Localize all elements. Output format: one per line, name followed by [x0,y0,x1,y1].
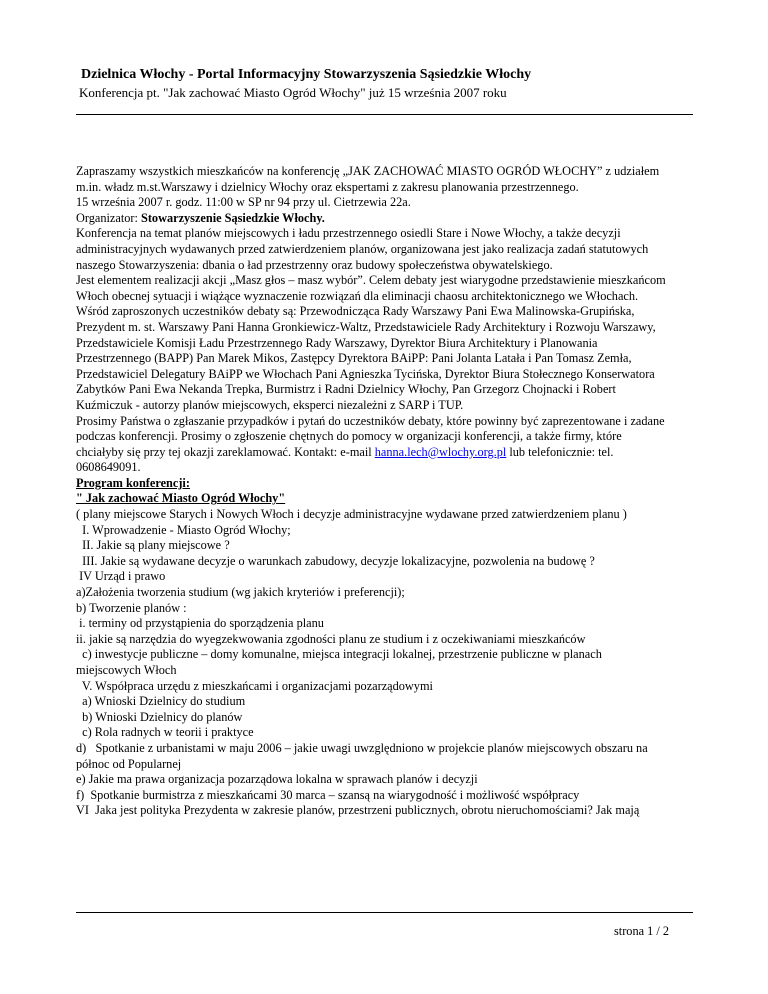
description-line: podczas konferencji. Prosimy o zgłoszenie chętnych do pomocy w organizacji konferencji, a także firmy, które [76,429,622,444]
description-line: Prosimy Państwa o zgłaszanie przypadków i pytań do uczestników debaty, które powinny być zaprezentowane i zadane [76,413,665,428]
page-indicator: strona 1 / 2 [614,924,669,938]
intro-line: m.in. władz m.st.Warszawy i dzielnicy Włochy oraz ekspertami z zakresu planowania przestrzennego. [76,179,579,194]
program-heading: Program konferencji: [76,475,190,490]
description-line: Kuźmiczuk - autorzy planów miejscowych, eksperci niezależni z SARP i TUP. [76,397,464,412]
program-item: b) Wnioski Dzielnicy do planów [76,709,243,724]
description-line: Przedstawiciele Komisji Ładu Przestrzennego Rady Warszawy, Dyrektor Biura Architektury i Planowania [76,335,598,350]
program-item: f) Spotkanie burmistrza z mieszkańcami 30 marca – szansą na wiarygodność i możliwość współpracy [76,787,580,802]
program-item: II. Jakie są plany miejscowe ? [76,538,230,553]
description-paragraph [76,226,706,476]
program-item: VI Jaka jest polityka Prezydenta w zakresie planów, przestrzeni publicznych, obrotu nieruchomościami? Jak mają [76,803,640,818]
intro-paragraph [76,164,706,211]
contact-prefix: chciałyby się przy tej okazji zareklamować. Kontakt: e-mail [76,444,375,459]
description-line: administracyjnych wydawanych przed zatwierdzeniem planów, organizowana jest jako realizacja zadań statutowych [76,241,649,256]
header-divider [76,114,693,115]
program-item: b) Tworzenie planów : [76,600,187,615]
article-body [76,164,706,819]
program-item: c) inwestycje publiczne – domy komunalne, miejsca integracji lokalnej, przestrzenie publiczne w planach [76,647,602,662]
program-list [76,523,706,819]
program-item: północ od Popularnej [76,756,182,771]
program-header [76,476,706,523]
program-item: IV Urząd i prawo [76,569,166,584]
intro-line: 15 września 2007 r. godz. 11:00 w SP nr 94 przy ul. Cietrzewia 22a. [76,195,411,210]
description-line: Zabytków Pani Ewa Nekanda Trepka, Burmistrz i Radni Dzielnicy Włochy, Pan Grzegorz Chojnacki i Robert [76,382,616,397]
program-item: III. Jakie są wydawane decyzje o warunkach zabudowy, decyzje lokalizacyjne, pozwolenia na budowę ? [76,553,595,568]
program-item: ii. jakie są narzędzia do wyegzekwowania zgodności planu ze studium i z oczekiwaniami mieszkańców [76,631,586,646]
description-line: Włoch obecnej sytuacji i wiążące wyznaczenie rozwiązań dla eliminacji chaosu architektonicznego we Włochach. [76,288,639,303]
description-line: Przestrzennego (BAPP) Pan Marek Mikos, Zastępcy Dyrektora BAiPP: Pani Jolanta Latała i Pan Tomasz Zemła, [76,351,632,366]
organizer-label: Organizator: [76,210,141,225]
footer-divider [76,912,693,913]
description-line: Wśród zaproszonych uczestników debaty są: Przewodnicząca Rady Warszawy Pani Ewa Malinowska-Grupińska, [76,304,635,319]
page-subtitle: Konferencja pt. "Jak zachować Miasto Ogród Włochy" już 15 września 2007 roku [79,85,507,100]
program-item: V. Współpraca urzędu z mieszkańcami i organizacjami pozarządowymi [76,678,433,693]
contact-phone: 0608649091. [76,460,141,475]
contact-line [76,445,706,461]
organizer-paragraph [76,211,706,227]
description-line: Prezydent m. st. Warszawy Pani Hanna Gronkiewicz-Waltz, Przedstawiciele Rady Architektury i Rozwoju Warszawy, [76,319,656,334]
description-line: Przedstawiciel Delegatury BAiPP we Włochach Pani Agnieszka Tycińska, Dyrektor Biura Stołecznego Konserwatora [76,366,655,381]
intro-line: Zapraszamy wszystkich mieszkańców na konferencję „JAK ZACHOWAĆ MIASTO OGRÓD WŁOCHY” z udziałem [76,164,660,178]
program-subtitle: ( plany miejscowe Starych i Nowych Włoch i decyzje administracyjne wydawane przed zatwierdzeniem planu ) [76,507,627,522]
program-item: miejscowych Włoch [76,663,177,677]
program-item: i. terminy od przystąpienia do sporządzenia planu [76,616,324,631]
description-line: Konferencja na temat planów miejscowych i ładu przestrzennego osiedli Stare i Nowe Włochy, a także decyzji [76,226,621,241]
program-item: e) Jakie ma prawa organizacja pozarządowa lokalna w sprawach planów i decyzji [76,772,478,787]
description-line: naszego Stowarzyszenia: dbania o ład przestrzenny oraz budowy społeczeństwa obywatelskiego. [76,257,553,272]
page-title: Dzielnica Włochy - Portal Informacyjny Stowarzyszenia Sąsiedzkie Włochy [81,67,532,82]
program-item: a)Założenia tworzenia studium (wg jakich kryteriów i preferencji); [76,585,405,600]
program-title: " Jak zachować Miasto Ogród Włochy" [76,491,286,506]
program-item: c) Rola radnych w teorii i praktyce [76,725,254,740]
description-line: Jest elementem realizacji akcji „Masz głos – masz wybór”. Celem debaty jest wiarygodne przedstawienie mieszkańcom [76,273,666,288]
organizer-line [76,211,706,227]
organizer-name: Stowarzyszenie Sąsiedzkie Włochy. [141,210,325,225]
program-item: d) Spotkanie z urbanistami w maju 2006 – jakie uwagi uwzględniono w projekcie planów miejscowych obszaru na [76,740,648,755]
program-item: a) Wnioski Dzielnicy do studium [76,694,246,709]
contact-suffix: lub telefonicznie: tel. [506,444,614,459]
program-item: I. Wprowadzenie - Miasto Ogród Włochy; [76,522,291,537]
contact-email-link[interactable]: hanna.lech@wlochy.org.pl [374,444,507,459]
